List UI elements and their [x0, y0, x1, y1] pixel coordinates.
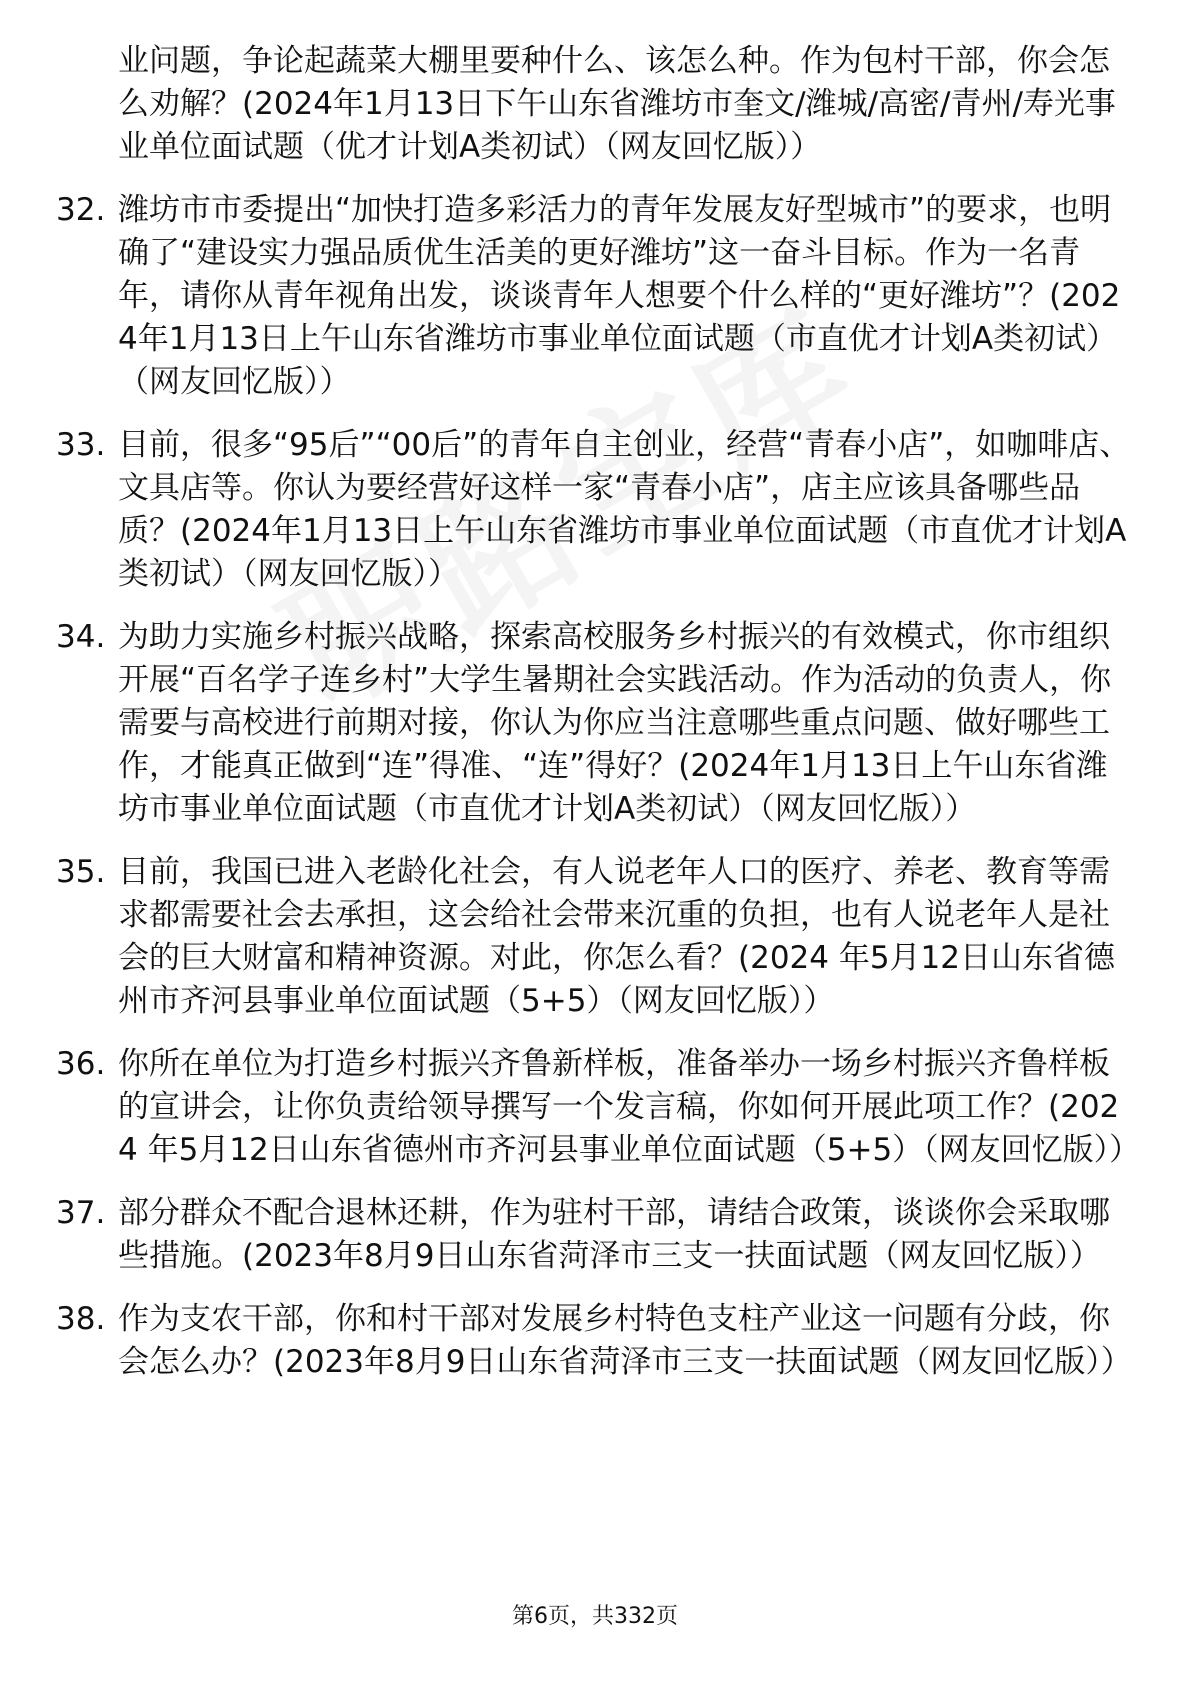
- question-list: [0, 40, 1190, 1404]
- question-item-32: [0, 189, 1190, 404]
- question-text: 目前，很多“95后”“00后”的青年自主创业，经营“青春小店”，如咖啡店、文具店等。你认为要经营好这样一家“青春小店”，店主应该具备哪些品质？(2024年1月13日上午山东省潍坊市事业单位面试题（市直优才计划A类初试）（网友回忆版））: [118, 427, 1131, 592]
- question-text: 作为支农干部，你和村干部对发展乡村特色支柱产业这一问题有分歧，你会怎么办？(2023年8月9日山东省菏泽市三支一扶面试题（网友回忆版））: [118, 1301, 1132, 1380]
- question-item-34: [0, 616, 1190, 831]
- page-footer: 第6页，共332页: [512, 1604, 678, 1629]
- question-number: 37.: [56, 1195, 106, 1231]
- question-item-33: [0, 424, 1190, 596]
- question-item-31-continued: [0, 40, 1190, 169]
- question-item-37: [0, 1192, 1190, 1278]
- question-text: 你所在单位为打造乡村振兴齐鲁新样板，准备举办一场乡村振兴齐鲁样板的宣讲会，让你负责给领导撰写一个发言稿，你如何开展此项工作？(2024 年5月12日山东省德州市齐河县事业单位面试题（5+5）（网友回忆版））: [118, 1046, 1141, 1168]
- question-number: 36.: [56, 1046, 106, 1082]
- question-number: 33.: [56, 427, 106, 463]
- question-item-36: [0, 1043, 1190, 1172]
- question-item-38: [0, 1298, 1190, 1384]
- question-text: 潍坊市市委提出“加快打造多彩活力的青年发展友好型城市”的要求，也明确了“建设实力强品质优生活美的更好潍坊”这一奋斗目标。作为一名青年，请你从青年视角出发，谈谈青年人想要个什么样的“更好潍坊”？(2024年1月13日上午山东省潍坊市事业单位面试题（市直优才计划A类初试）（网友回忆版））: [118, 192, 1121, 400]
- question-number: 32.: [56, 192, 106, 228]
- question-text: 业问题，争论起蔬菜大棚里要种什么、该怎么种。作为包村干部，你会怎么劝解？(2024年1月13日下午山东省潍坊市奎文/潍城/高密/青州/寿光事业单位面试题（优才计划A类初试）（网友回忆版））: [118, 43, 1116, 165]
- question-text: 为助力实施乡村振兴战略，探索高校服务乡村振兴的有效模式，你市组织开展“百名学子连乡村”大学生暑期社会实践活动。作为活动的负责人，你需要与高校进行前期对接，你认为你应当注意哪些重点问题、做好哪些工作，才能真正做到“连”得准、“连”得好？(2024年1月13日上午山东省潍坊市事业单位面试题（市直优才计划A类初试）（网友回忆版））: [118, 619, 1112, 827]
- question-number: 34.: [56, 619, 106, 655]
- question-text: 部分群众不配合退林还耕，作为驻村干部，请结合政策，谈谈你会采取哪些措施。(2023年8月9日山东省菏泽市三支一扶面试题（网友回忆版））: [118, 1195, 1110, 1274]
- question-number: 35.: [56, 854, 106, 890]
- question-number: 38.: [56, 1301, 106, 1337]
- question-item-35: [0, 851, 1190, 1023]
- question-text: 目前，我国已进入老龄化社会，有人说老年人口的医疗、养老、教育等需求都需要社会去承担，这会给社会带来沉重的负担，也有人说老年人是社会的巨大财富和精神资源。对此，你怎么看？(2024 年5月12日山东省德州市齐河县事业单位面试题（5+5）（网友回忆版））: [118, 854, 1116, 1019]
